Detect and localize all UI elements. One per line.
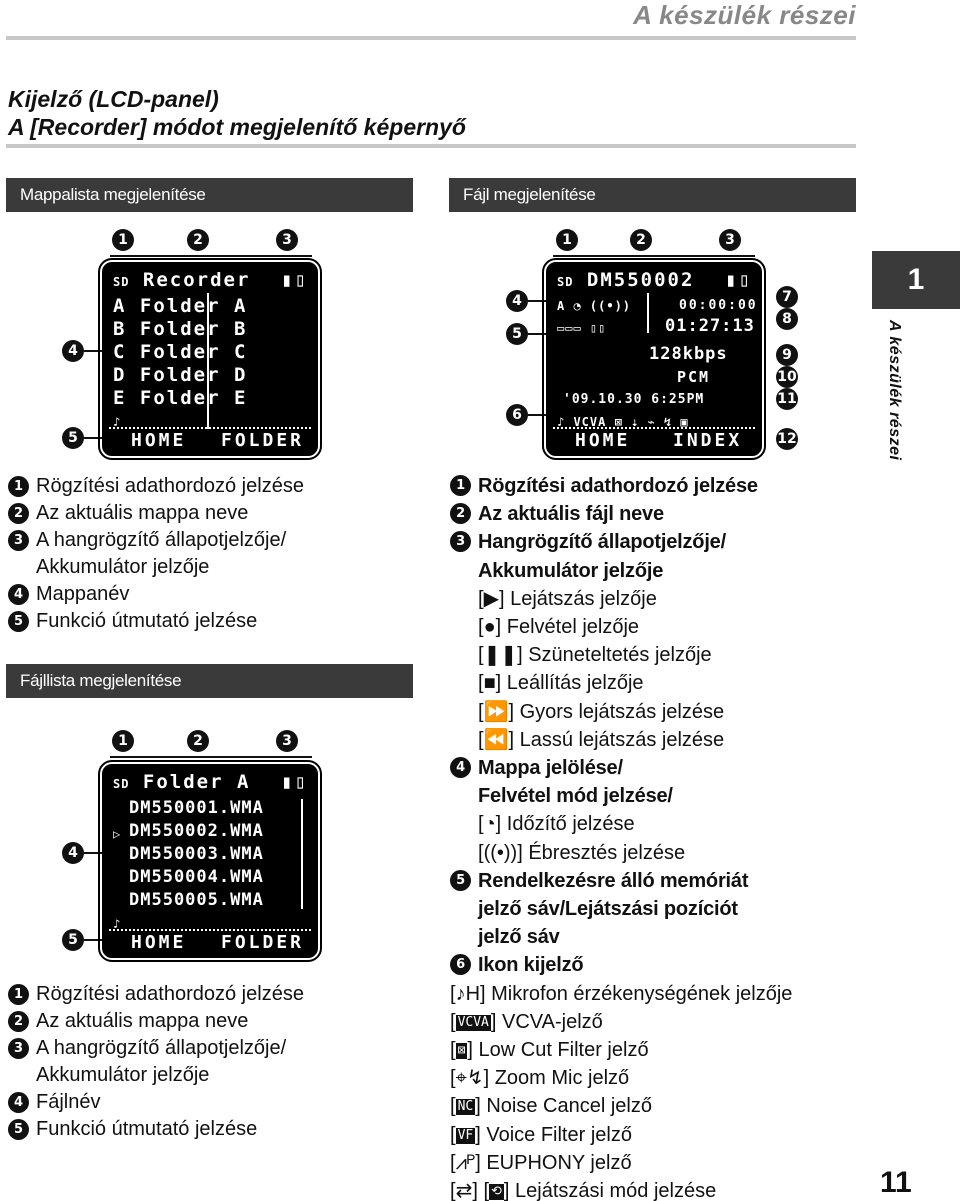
battery-icon: ▮▯: [281, 771, 308, 793]
slow-play-icon: ⏪: [483, 728, 509, 751]
callout-11: 11: [776, 388, 798, 410]
scroll-bar: [301, 799, 303, 909]
folder-timer-alarm-icons: A ◔ ((•)): [557, 299, 632, 313]
callout-4: 4: [62, 340, 84, 362]
timer-icon: ◔: [483, 813, 496, 836]
legend-text: ] Időzítő jelzése: [495, 813, 635, 836]
guide-home: HOME: [131, 932, 187, 953]
file-length: 01:27:13: [665, 316, 755, 336]
stop-icon: ■: [483, 672, 496, 695]
lcd-function-guide: [109, 929, 311, 953]
legend-text: ] VCVA-jelző: [490, 1010, 603, 1033]
guide-folder: FOLDER: [221, 430, 305, 451]
play-icon: ▶: [483, 587, 499, 610]
legend-text: Rögzítési adathordozó jelzése: [478, 475, 758, 497]
legend-text: Mappa jelölése/: [478, 757, 623, 780]
play-mode-folder-icon: ⇄: [455, 1180, 473, 1201]
lcd-file: [546, 262, 762, 456]
pause-icon: ❚❚: [483, 644, 518, 667]
legend-text: ] Mikrofon érzékenységének jelzője: [480, 982, 793, 1005]
legend-text: Az aktuális mappa neve: [36, 1010, 249, 1032]
play-mode-repeat-icon: ⟲: [491, 1184, 502, 1200]
legend-text: Az aktuális fájl neve: [478, 503, 664, 526]
legend-text: Akkumulátor jelzője: [36, 1064, 210, 1086]
leader-top: [110, 756, 312, 758]
callout-4: 4: [62, 842, 84, 864]
lcd-top-label: Folder A: [142, 771, 251, 793]
legend-text: ] Lassú lejátszás jelzése: [508, 728, 725, 751]
subhead-file: Fájl megjelenítése: [449, 178, 856, 212]
folder-row: D Folder D: [113, 364, 248, 386]
callout-3: 3: [276, 730, 298, 752]
running-header: A készülék részei: [633, 0, 856, 30]
legend-text: ] Szüneteltetés jelzője: [517, 644, 712, 667]
legend-text: Fájlnév: [36, 1091, 101, 1113]
guide-folder: FOLDER: [221, 932, 305, 953]
folder-row: E Folder E: [113, 387, 248, 409]
euphony-icon: ⩘ᴾ: [455, 1151, 476, 1174]
lcd-folder-list: [102, 262, 318, 456]
play-cursor-icon: ▷: [113, 827, 122, 841]
section-title: Kijelző (LCD-panel): [8, 86, 219, 112]
leader-4: [528, 300, 546, 302]
lcd-function-guide: [553, 427, 755, 451]
callout-1: 1: [556, 229, 578, 251]
file-row: DM550005.WMA: [129, 890, 264, 910]
legend-text: jelző sáv: [478, 926, 560, 949]
legend-text: ] Felvétel jelzője: [495, 616, 640, 639]
callout-4: 4: [506, 290, 528, 312]
page-number: 11: [880, 1166, 912, 1199]
callout-3: 3: [719, 229, 741, 251]
legend-text: ] Lejátszás jelzője: [498, 587, 657, 610]
lcd-top-label: Recorder: [142, 269, 251, 291]
folder-row: B Folder B: [113, 318, 248, 340]
guide-home: HOME: [575, 430, 631, 451]
voice-filter-icon: VF: [457, 1127, 474, 1143]
sd-icon: SD: [557, 275, 574, 289]
sd-icon: SD: [113, 275, 130, 289]
legend-text: ] Gyors lejátszás jelzése: [508, 700, 725, 723]
legend-text: Ikon kijelző: [478, 954, 584, 977]
legend-text: Az aktuális mappa neve: [36, 502, 249, 524]
folder-row: A Folder A: [113, 295, 248, 317]
legend-text: ] Lejátszási mód jelzése: [503, 1180, 717, 1201]
low-cut-icon: ⊠: [457, 1043, 466, 1059]
bit-rate: 128kbps: [649, 344, 728, 364]
lcd-function-guide: [109, 427, 311, 451]
leader-5: [84, 437, 102, 439]
callout-2: 2: [187, 730, 209, 752]
callout-7: 7: [776, 286, 798, 308]
leader-5: [528, 333, 546, 335]
mic-sensitivity-icon: ♪H: [455, 982, 481, 1005]
legend-text: ] Leállítás jelzője: [495, 672, 644, 695]
callout-9: 9: [776, 344, 798, 366]
legend-text: Funkció útmutató jelzése: [36, 1118, 258, 1140]
subhead-folder-list: Mappalista megjelenítése: [6, 178, 413, 212]
callout-1: 1: [112, 229, 134, 251]
legend-text: Rögzítési adathordozó jelzése: [36, 475, 304, 497]
subhead-file-list: Fájllista megjelenítése: [6, 664, 413, 698]
legend-folder-list: 1 Rögzítési adathordozó jelzése 2 Az aktuális mappa neve 3 A hangrögzítő állapotjelzője/ Akkumulátor jelzője 4 Mappanév 5 Funkció útmutató jelzése: [8, 473, 304, 635]
callout-10: 10: [776, 366, 798, 388]
legend-text: ] Zoom Mic jelző: [483, 1067, 630, 1090]
leader-4: [84, 852, 102, 854]
callout-8: 8: [776, 308, 798, 330]
alarm-icon: ((•)): [483, 841, 518, 864]
icon-display: ♪ VCVA ⊠ ⇣ ⌁ ↯ ▣: [557, 415, 689, 429]
lcd-file-list: [102, 764, 318, 958]
callout-5: 5: [62, 929, 84, 951]
legend-text: Rögzítési adathordozó jelzése: [36, 983, 304, 1005]
folder-row: C Folder C: [113, 341, 248, 363]
legend-text: Akkumulátor jelzője: [478, 559, 664, 582]
legend-file-list: 1 Rögzítési adathordozó jelzése 2 Az aktuális mappa neve 3 A hangrögzítő állapotjelzője/ Akkumulátor jelzője 4 Fájlnév 5 Funkció útmutató jelzése: [8, 981, 304, 1143]
legend-text: Rendelkezésre álló memóriát: [478, 869, 749, 892]
fast-play-icon: ⏩: [483, 700, 509, 723]
callout-5: 5: [62, 427, 84, 449]
legend-text: ] Voice Filter jelző: [475, 1123, 632, 1146]
callout-6: 6: [506, 404, 528, 426]
file-row: DM550001.WMA: [129, 798, 264, 818]
guide-home: HOME: [131, 430, 187, 451]
chapter-side-label: A készülék részei: [886, 320, 903, 461]
legend-text: A hangrögzítő állapotjelzője/: [36, 1037, 287, 1059]
mic-icon: ♪: [113, 917, 122, 931]
rec-date: '09.10.30 6:25PM: [563, 392, 705, 407]
legend-text: Funkció útmutató jelzése: [36, 610, 258, 632]
legend-text: ] Noise Cancel jelző: [475, 1095, 652, 1118]
file-row: DM550004.WMA: [129, 867, 264, 887]
file-row: DM550002.WMA: [129, 821, 264, 841]
legend-text: Mappanév: [36, 583, 130, 605]
section-rule: [6, 144, 856, 148]
header-rule: [6, 36, 856, 40]
elapsed-time: 00:00:00: [679, 298, 758, 313]
sd-icon: SD: [113, 777, 130, 791]
vcva-icon: VCVA: [457, 1014, 489, 1030]
leader-4: [84, 350, 102, 352]
section-subtitle: A [Recorder] módot megjelenítő képernyő: [8, 114, 466, 140]
legend-text: ] EUPHONY jelző: [475, 1151, 632, 1174]
legend-text: Felvétel mód jelzése/: [478, 785, 673, 808]
legend-text: Akkumulátor jelzője: [36, 556, 210, 578]
memory-bar: ▭▭▭ ▯▯: [557, 321, 607, 335]
leader-top: [553, 255, 755, 257]
leader-top: [110, 255, 312, 257]
rec-mode: PCM: [677, 368, 711, 386]
noise-cancel-icon: NC: [457, 1099, 474, 1115]
legend-file: 1 Rögzítési adathordozó jelzése 2 Az aktuális fájl neve 3 Hangrögzítő állapotjelzője/ Akkumulátor jelzője [▶] Lejátszás jelzője [●] Felvétel jelzője [❚❚] Szüneteltetés jelzője [■] Leállítás jelzője [⏩] Gyors lejátszás jelzése [⏪] Lassú lejátszás jelzése 4 Mappa jelölése/ Felvétel mód jelzése/ [◔] Időzítő jelzése [((•))] Ébresztés jelzése 5 Rendelkezésre álló memóriát jelző sáv/Lejátszási pozíciót jelző sáv 6 Ikon kijelző [♪H] Mikrofon érzékenységének jelzője [ VCVA ] VCVA-jelző [ ⊠ ] Low Cut Filter jelző [⌖↯] Zoom Mic jelző [ NC ] Noise Cancel jelző [ VF ] Voice Filter jelző [⩘ᴾ] EUPHONY jelző [⇄] [ ⟲ ] Lejátszási mód jelzése: [450, 475, 793, 1201]
mic-icon: ♪: [113, 415, 122, 429]
battery-icon: ▮▯: [725, 269, 752, 291]
position-bar: [647, 293, 649, 333]
leader-5: [84, 939, 102, 941]
legend-text: jelző sáv/Lejátszási pozíciót: [478, 898, 738, 921]
record-icon: ●: [483, 616, 496, 639]
battery-icon: ▮▯: [281, 269, 308, 291]
file-row: DM550003.WMA: [129, 844, 264, 864]
callout-3: 3: [276, 229, 298, 251]
legend-text: ] Low Cut Filter jelző: [467, 1039, 649, 1062]
callout-5: 5: [506, 323, 528, 345]
callout-2: 2: [187, 229, 209, 251]
leader-6: [528, 414, 546, 416]
legend-text: ] Ébresztés jelzése: [517, 841, 686, 864]
lcd-top-label: DM550002: [586, 269, 695, 291]
legend-text: Hangrögzítő állapotjelzője/: [478, 531, 726, 554]
callout-1: 1: [112, 730, 134, 752]
callout-12: 12: [776, 428, 798, 450]
zoom-mic-icon: ⌖↯: [455, 1067, 484, 1090]
guide-index: INDEX: [673, 430, 743, 451]
legend-text: A hangrögzítő állapotjelzője/: [36, 529, 287, 551]
callout-2: 2: [630, 229, 652, 251]
chapter-tab: 1: [872, 251, 960, 309]
